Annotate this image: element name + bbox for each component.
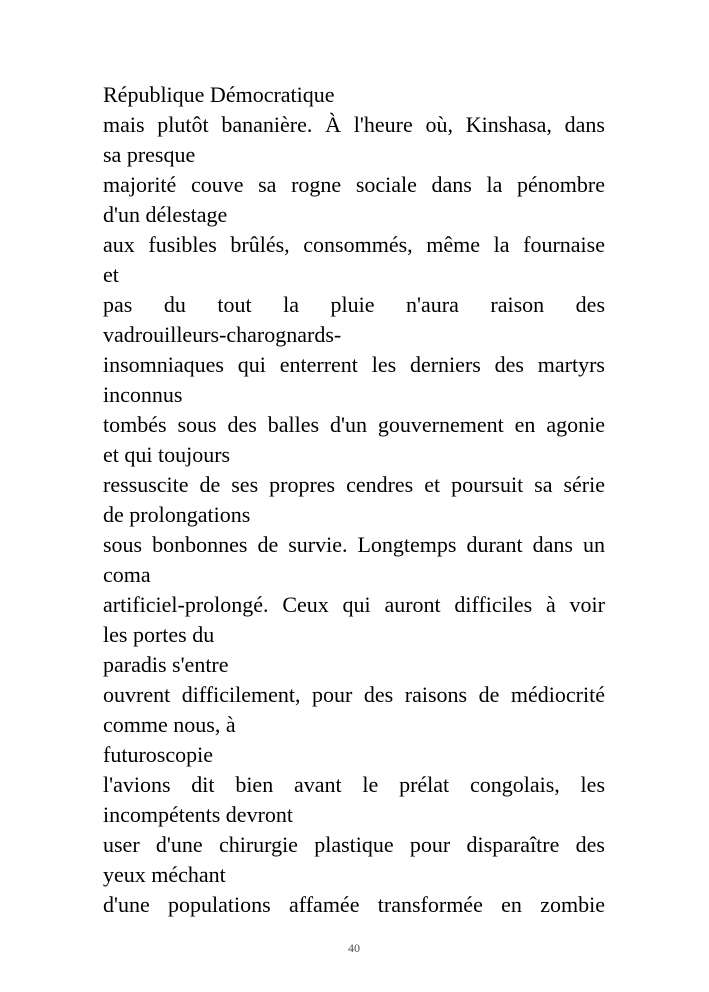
text-line: d'une populations affamée transformée en zombie [103, 892, 605, 917]
text-line: de prolongations [103, 502, 251, 527]
text-line: comme nous, à [103, 712, 236, 737]
text-line: ressuscite de ses propres cendres et poursuit sa série [103, 472, 605, 497]
text-line: insomniaques qui enterrent les derniers des martyrs [103, 352, 605, 377]
page-text [103, 80, 605, 920]
text-line: paradis s'entre [103, 652, 229, 677]
text-line: et qui toujours [103, 442, 231, 467]
text-line: yeux méchant [103, 862, 226, 887]
text-line: coma [103, 562, 151, 587]
text-line: pas du tout la pluie n'aura raison des [103, 292, 605, 317]
text-line: sa presque [103, 142, 196, 167]
text-line: futuroscopie [103, 742, 213, 767]
text-line: aux fusibles brûlés, consommés, même la fournaise [103, 232, 605, 257]
text-line: majorité couve sa rogne sociale dans la pénombre [103, 172, 605, 197]
text-line: l'avions dit bien avant le prélat congolais, les [103, 772, 605, 797]
text-line: sous bonbonnes de survie. Longtemps durant dans un [103, 532, 605, 557]
text-line: ouvrent difficilement, pour des raisons de médiocrité [103, 682, 605, 707]
text-line: incompétents devront [103, 802, 294, 827]
text-line: inconnus [103, 382, 183, 407]
page-number: 40 [348, 941, 360, 955]
text-line: d'un délestage [103, 202, 228, 227]
text-line: République Démocratique [103, 82, 335, 107]
text-line: artificiel-prolongé. Ceux qui auront difficiles à voir [103, 592, 605, 617]
text-line: tombés sous des balles d'un gouvernement en agonie [103, 412, 605, 437]
text-line: les portes du [103, 622, 215, 647]
text-line: user d'une chirurgie plastique pour disparaître des [103, 832, 605, 857]
text-line: et [103, 262, 119, 287]
text-line: mais plutôt bananière. À l'heure où, Kinshasa, dans [103, 112, 605, 137]
text-line: vadrouilleurs-charognards- [103, 322, 342, 347]
